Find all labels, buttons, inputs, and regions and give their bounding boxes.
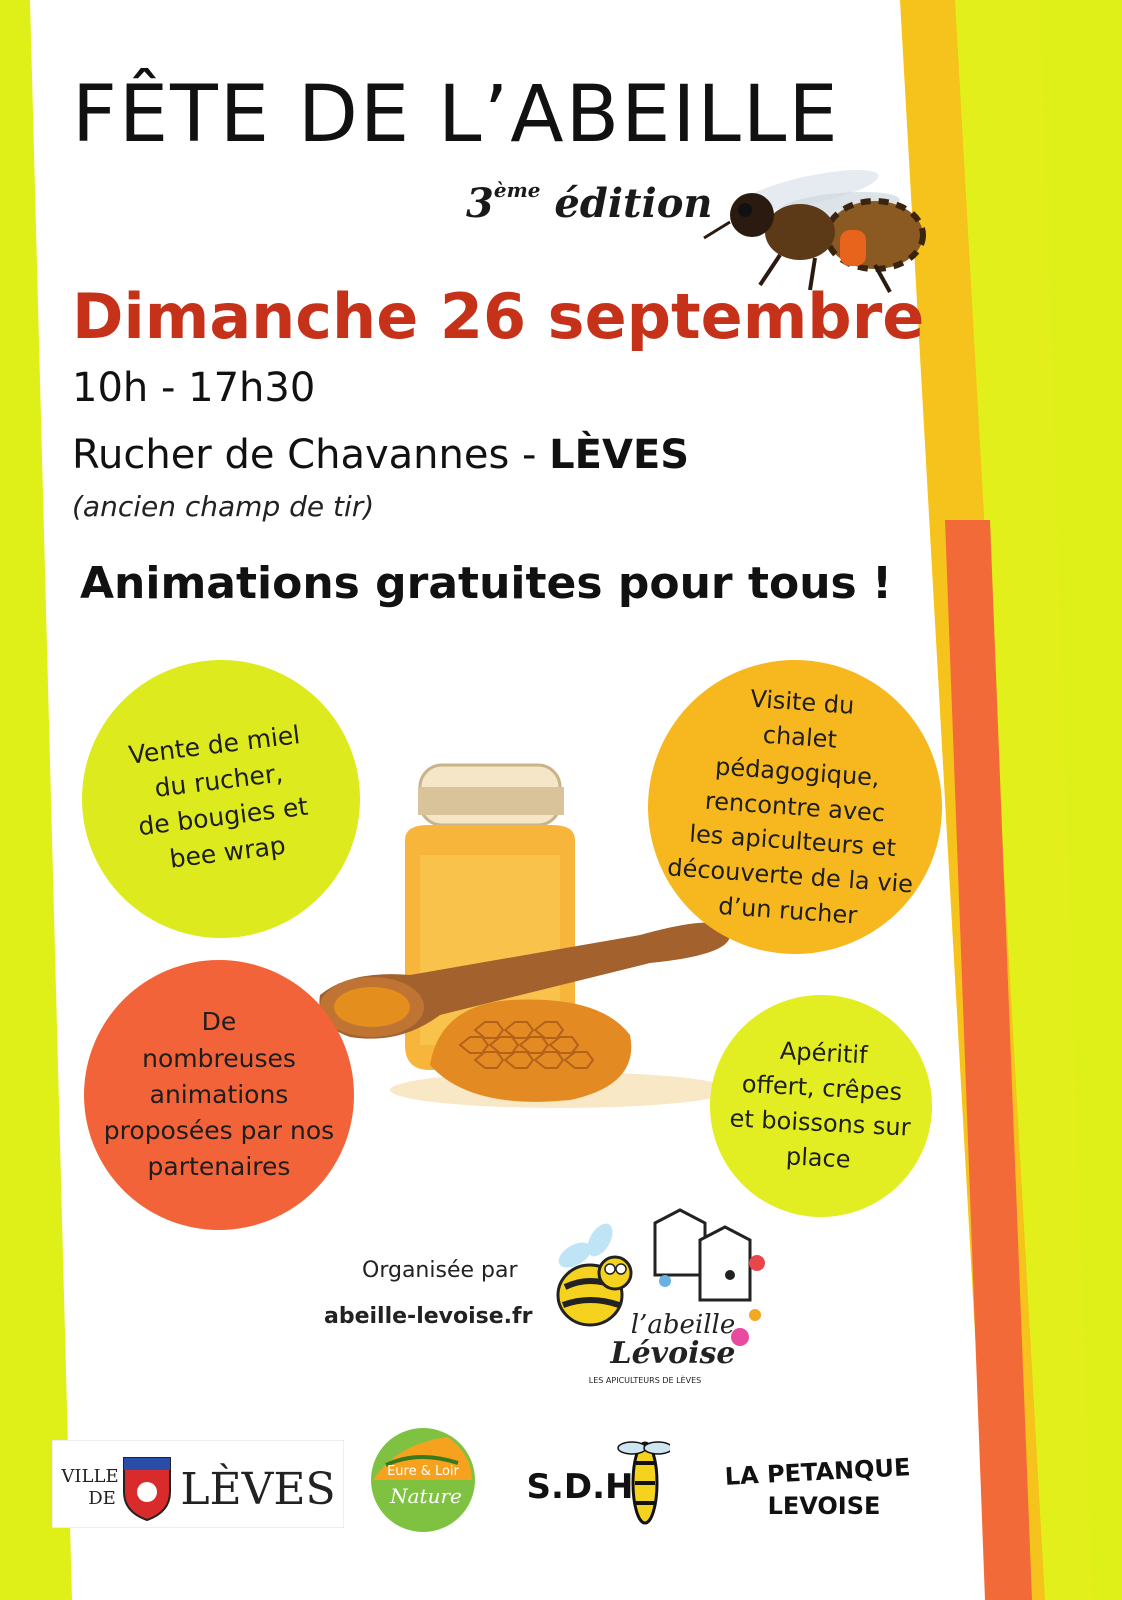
logo-tagline: LES APICULTEURS DE LÈVES: [588, 1376, 702, 1385]
circle-text: Visite du chalet pédagogique, rencontre avec les apiculteurs et découverte de la vie d’un rucher: [666, 684, 914, 930]
logo-text-abeille: l’abeille: [630, 1310, 736, 1340]
edition-word: édition: [554, 180, 713, 227]
logo-text-levoise: Lévoise: [610, 1336, 736, 1371]
circle-text: De nombreuses animations proposées par nos partenaires: [103, 1007, 335, 1182]
levoise-text: LEVOISE: [767, 1492, 881, 1520]
sdh-logo: [520, 1428, 670, 1543]
petanque-levoise-logo: [700, 1440, 936, 1528]
de-text: DE: [88, 1488, 116, 1509]
eure-text: Eure & Loir: [387, 1464, 459, 1479]
info-circle-chalet-visit: [638, 650, 952, 964]
edition-number: 3: [466, 180, 494, 227]
abeille-levoise-logo: [555, 1205, 775, 1395]
circle-text: Apéritif offert, crêpes et boissons sur place: [728, 1037, 912, 1174]
ville-text: VILLE: [61, 1466, 119, 1487]
sdh-text: S.D.H: [526, 1467, 634, 1507]
edition-label: [466, 178, 712, 227]
ville-de-leves-logo: [52, 1440, 344, 1528]
circle-text: Vente de miel du rucher, de bougies et bee wrap: [127, 719, 310, 874]
ville-name-text: LÈVES: [180, 1464, 336, 1515]
event-hours: 10h - 17h30: [72, 365, 316, 411]
eure-et-loir-nature-logo: [368, 1425, 478, 1535]
event-date: Dimanche 26 septembre: [72, 280, 925, 353]
info-circle-animations: [84, 960, 354, 1230]
bee-illustration: [690, 150, 940, 295]
place-note: (ancien champ de tir): [72, 490, 375, 523]
nature-text: Nature: [390, 1484, 462, 1508]
place-name: Rucher de Chavannes -: [72, 432, 550, 478]
place-town: LÈVES: [549, 432, 690, 478]
organizer-label: Organisée par: [362, 1258, 518, 1283]
edition-superscript: ème: [493, 178, 541, 202]
free-banner: Animations gratuites pour tous !: [80, 558, 893, 609]
organizer-website-link[interactable]: abeille-levoise.fr: [324, 1304, 533, 1329]
petanque-text: LA PETANQUE: [724, 1453, 912, 1491]
event-title: FÊTE DE L’ABEILLE: [72, 70, 840, 160]
event-place: [72, 432, 689, 478]
